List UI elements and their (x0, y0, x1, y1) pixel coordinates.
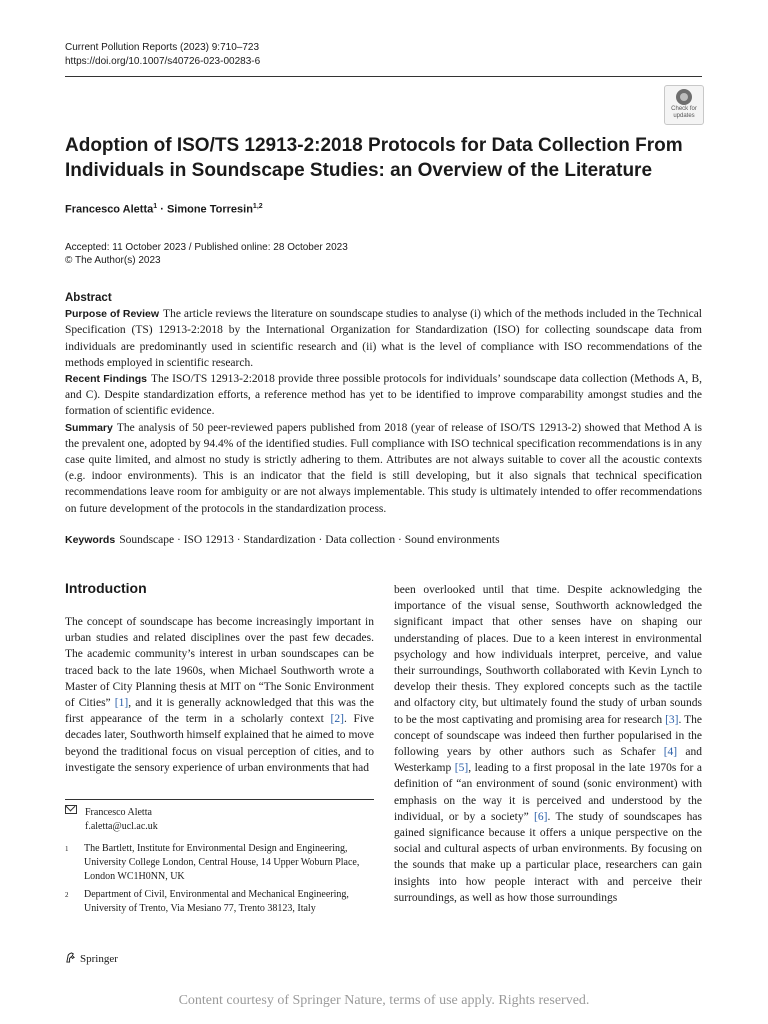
abstract-purpose-label: Purpose of Review (65, 308, 160, 321)
affiliation-2 (65, 888, 364, 916)
abstract-findings-label: Recent Findings (65, 373, 147, 386)
article-title: Adoption of ISO/TS 12913-2:2018 Protocols for Data Collection From Individuals in Soundscape Studies: an Overview of the Literature (65, 135, 683, 181)
abstract-section (65, 290, 702, 517)
citation-link[interactable]: [3] (665, 713, 679, 726)
section-heading: Introduction (65, 580, 147, 596)
author-name[interactable]: Francesco Aletta (65, 203, 154, 216)
publisher-name: Springer (80, 953, 118, 965)
journal-citation: Current Pollution Reports (2023) 9:710–723 (65, 42, 260, 53)
doi-link[interactable]: https://doi.org/10.1007/s40726-023-00283-6 (65, 56, 261, 67)
intro-right-column (394, 582, 702, 906)
publisher-logo (65, 952, 118, 965)
footnote-divider (65, 799, 374, 800)
author-separator: · (157, 203, 167, 216)
keywords-line (65, 534, 500, 546)
body-text: , leading to a first proposal in the late 1970s for a definition of “an environment of sound (sonic environment) with emphasis on the way it is perceived and understood by the individual, or by a society” (394, 762, 702, 823)
abstract-purpose-text: The article reviews the literature on soundscape studies to analyse (i) which of the methods included in the Technical Specification (TS) 12913-2:2018 by the International Organization for Standardization (ISO) for collecting soundscape data from individuals are predominantly used in scientific research and (ii) what is the level of compliance with ISO recommendations of the methods employed in scientific research. (65, 308, 702, 369)
body-text: been overlooked until that time. Despite acknowledging the importance of the visual sense, Southworth acknowledged the significant impact that other senses have on shaping our understanding of places. Due to a keen interest in environmental psychology and how individuals interpret, perceive, and value their surroundings, Southworth collaborated with Kevin Lynch to develop their thesis. They explored concepts such as the tactile and olfactory city, but ultimately found the study of urban sounds to be the most captivating and promising area for research (394, 584, 702, 726)
body-text: , and it is generally acknowledged that this was the first appearance of the term in a scholarly context (65, 697, 374, 726)
check-for-updates-badge[interactable] (664, 85, 704, 125)
citation-link[interactable]: [5] (454, 762, 469, 775)
body-text: . The concept of soundscape was indeed then further popularised in the following years by other authors such as Schafer (394, 713, 703, 759)
copyright-notice: © The Author(s) 2023 (65, 255, 161, 266)
abstract-heading: Abstract (65, 292, 112, 304)
abstract-summary-label: Summary (65, 421, 113, 434)
body-text: and Westerkamp (394, 746, 702, 775)
author-list (65, 203, 263, 216)
affiliation-number: 1 (65, 845, 69, 853)
badge-label-line1: Check for (671, 106, 697, 112)
intro-left-column (65, 614, 374, 776)
abstract-findings-text: The ISO/TS 12913-2:2018 provide three possible protocols for individuals’ soundscape data collection (Methods A, B, and C). Despite standardization efforts, a reference method has yet to be identified to improve comparability amongst studies and the formation of scientific evidence. (65, 373, 702, 418)
affiliation-text: Department of Civil, Environmental and Mechanical Engineering, University of Trento, Via Mesiano 77, Trento 38123, Italy (84, 889, 349, 914)
affiliation-text: The Bartlett, Institute for Environmental Design and Engineering, University College London, Central House, 14 Upper Woburn Place, London WC1H0NN, UK (84, 843, 360, 882)
keywords-label: Keywords (65, 534, 116, 546)
corresponding-author (65, 805, 158, 834)
crossmark-icon (676, 89, 692, 105)
abstract-purpose (65, 306, 702, 371)
corresponding-author-email[interactable]: f.aletta@ucl.ac.uk (85, 821, 158, 832)
citation-link[interactable]: [2] (330, 713, 344, 726)
publication-dates (65, 241, 348, 267)
courtesy-watermark: Content courtesy of Springer Nature, terms of use apply. Rights reserved. (178, 993, 590, 1008)
author-name[interactable]: Simone Torresin (166, 203, 253, 216)
abstract-summary-text: The analysis of 50 peer-reviewed papers published from 2018 (year of release of ISO/TS 12913-2) showed that Method A is the prevalent one, adopted by 94.4% of the identified studies. Full compliance with ISO technical specification recommendations is in any case quite limited, and almost no study is strictly adhering to them. Attributes are not always suitable to cover all the acoustic contexts (e.g. indoor environments). This is an indicator that the field is still developing, but it also signals that technical specification recommendations leave room for ambiguity or are not always implementable. This study is ultimately intended to offer recommendations on future development of the protocols in the standardization process. (65, 421, 702, 515)
body-text: . The study of soundscapes has gained significance because it offers a unique perspective on the social and cultural aspects of urban environments. By focusing on the sounds that make up a particular place, researchers can gain insights into how people interact with and perceive their surroundings, as well as how those surroundings (394, 810, 702, 904)
abstract-summary (65, 420, 702, 517)
affiliation-number: 2 (65, 891, 69, 899)
corresponding-author-name: Francesco Aletta (85, 807, 152, 818)
accepted-published-dates: Accepted: 11 October 2023 / Published online: 28 October 2023 (65, 242, 348, 253)
keywords-text: Soundscape · ISO 12913 · Standardization · Data collection · Sound environments (119, 534, 500, 546)
springer-horse-icon (65, 952, 76, 963)
body-text: The concept of soundscape has become increasingly important in urban studies and related disciplines over the past few decades. The academic community’s interest in urban soundscapes can be traced back to the late 1960s, when Michael Southworth wrote a Master of City Planning thesis at MIT on “The Sonic Environment of Cities” (65, 616, 374, 710)
affiliation-1 (65, 842, 364, 884)
badge-label-line2: updates (673, 113, 695, 119)
citation-link[interactable]: [1] (114, 697, 129, 710)
citation-link[interactable]: [6] (534, 810, 548, 823)
citation-link[interactable]: [4] (663, 746, 678, 759)
body-text: . Five decades later, Southworth himself explained that he aimed to move beyond the traditional focus on visual perception of cities, and to investigate the sensory experience of urban environments that had (65, 713, 374, 774)
mail-icon (65, 805, 77, 814)
header-divider (65, 76, 702, 77)
author-affiliation-marker: 1 (153, 203, 158, 210)
author-affiliation-marker: 1,2 (252, 203, 263, 210)
abstract-findings (65, 371, 702, 420)
